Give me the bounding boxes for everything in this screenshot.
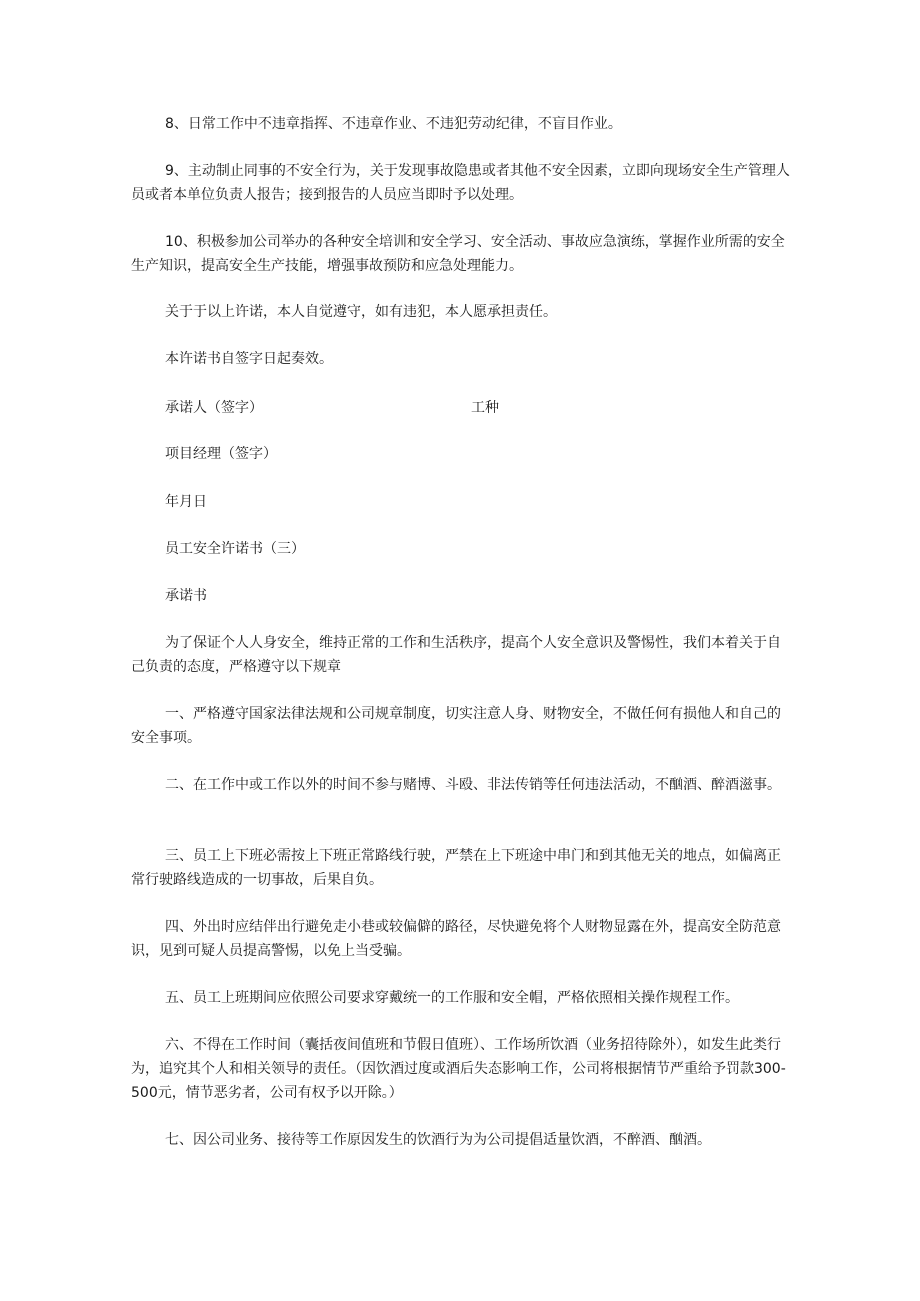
rule-item-5: 五、员工上班期间应依照公司要求穿戴统一的工作服和安全帽，严格依照相关操作规程工作。 <box>165 990 739 1006</box>
rule-item-4: 四、外出时应结伴出行避免走小巷或较偏僻的路径，尽快避免将个人财物显露在外，提高安全防范意识，见到可疑人员提高警惕，以免上当受骗。 <box>131 919 781 959</box>
effective-statement: 本许诺书自签字日起奏效。 <box>165 351 333 367</box>
rule-item-6: 六、不得在工作时间（囊括夜间值班和节假日值班）、工作场所饮酒（业务招待除外），如发生此类行为，追究其个人和相关领导的责任。（因饮酒过度或酒后失态影响工作，公司将根据情节严重给予罚款300-500元，情节恶劣者，公司有权予以开除。） <box>131 1037 786 1101</box>
signer-row <box>165 396 685 420</box>
paragraph-item-9: 9、主动制止同事的不安全行为，关于发现事故隐患或者其他不安全因素，立即向现场安全生产管理人员或者本单位负责人报告；接到报告的人员应当即时予以处理。 <box>131 163 790 203</box>
intro-paragraph: 为了保证个人人身安全，维持正常的工作和生活秩序，提高个人安全意识及警惕性，我们本着关于自己负责的态度，严格遵守以下规章 <box>131 635 781 675</box>
rule-item-1: 一、严格遵守国家法律法规和公司规章制度，切实注意人身、财物安全，不做任何有损他人和自己的安全事项。 <box>131 706 781 746</box>
signer-label: 承诺人（签字） <box>165 400 263 416</box>
paragraph-item-10: 10、积极参加公司举办的各种安全培训和安全学习、安全活动、事故应急演练，掌握作业所需的安全生产知识，提高安全生产技能，增强事故预防和应急处理能力。 <box>131 234 785 274</box>
pledge-subtitle: 承诺书 <box>165 588 207 604</box>
date-label: 年月日 <box>165 494 207 510</box>
commitment-statement: 关于于以上许诺，本人自觉遵守，如有违犯，本人愿承担责任。 <box>165 304 557 320</box>
paragraph-item-8: 8、日常工作中不违章指挥、不违章作业、不违犯劳动纪律，不盲目作业。 <box>165 116 622 132</box>
rule-item-3: 三、员工上下班必需按上下班正常路线行驶，严禁在上下班途中串门和到其他无关的地点，如偏离正常行驶路线造成的一切事故，后果自负。 <box>131 848 781 888</box>
section-title: 员工安全许诺书（三） <box>165 541 305 557</box>
rule-item-2: 二、在工作中或工作以外的时间不参与赌博、斗殴、非法传销等任何违法活动，不酗酒、醉酒滋事。 <box>165 777 781 793</box>
manager-signature-label: 项目经理（签字） <box>165 446 277 462</box>
work-type-label: 工种 <box>471 400 499 416</box>
rule-item-7: 七、因公司业务、接待等工作原因发生的饮酒行为为公司提倡适量饮酒，不醉酒、酗酒。 <box>165 1132 711 1148</box>
